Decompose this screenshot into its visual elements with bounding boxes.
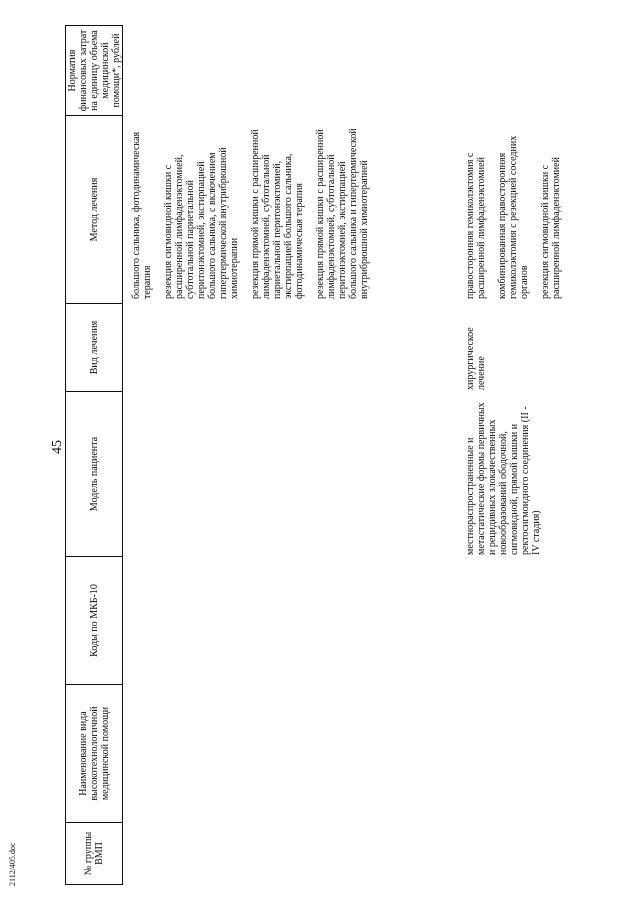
method-upper-group	[131, 119, 380, 299]
header-icd-codes: Коды по МКБ-10	[65, 557, 123, 685]
page-number: 45	[50, 440, 65, 454]
method-item: резекция сигмовидной кишки с расширенной лимфаденэктомией, субтотальной париетальной перитонэктомией, экстирпацией большого сальника, с включением гипертермической внутрибрюшной химиотерапии	[163, 147, 240, 299]
method-item: резекция прямой кишки с расширенной лимфаденэктомией, субтотальной париетальной перитонэктомией, экстирпацией большого сальника, фотодинамическая терапия	[250, 129, 305, 299]
header-treatment-method: Метод лечения	[65, 116, 123, 304]
treatment-table	[65, 25, 625, 885]
header-group-number: № группы ВМП	[65, 823, 123, 885]
method-item: резекция прямой кишки с расширенной лимфаденэктомией, субтотальной перитонэктомией, экстирпацией большого сальника и гипертермической внутрибрюшной химиотерапией	[315, 128, 370, 299]
method-item: резекция сигмовидной кишки с расширенной лимфаденэктомией	[540, 157, 562, 299]
treatment-type-cell: хирургическое лечение	[465, 327, 487, 390]
method-item: правосторонняя гемиколэктомия с расширенной лимфаденэктомией	[465, 152, 487, 299]
header-vmp-name: Наименование вида высокотехнологичной медицинской помощи	[65, 685, 123, 823]
patient-model-cell: местнораспространенные и метастатические формы первичных и рецидивных злокачественных новообразований ободочной, сигмовидной, прямой кишки и ректосигмоидного соединения (II - IV стадия)	[465, 402, 542, 555]
header-treatment-type: Вид лечения	[65, 304, 123, 392]
method-item: комбинированная правосторонняя гемиколэктомия с резекцией соседних органов	[497, 135, 530, 299]
header-cost-standard: Норматив финансовых затрат на единицу объема медицинской помощи*, рублей	[65, 25, 123, 116]
method-item: большого сальника, фотодинамическая терапия	[131, 131, 153, 299]
footer-code: 2112/405.doc	[8, 842, 17, 886]
header-patient-model: Модель пациента	[65, 392, 123, 557]
method-lower-group-cell	[465, 119, 572, 299]
